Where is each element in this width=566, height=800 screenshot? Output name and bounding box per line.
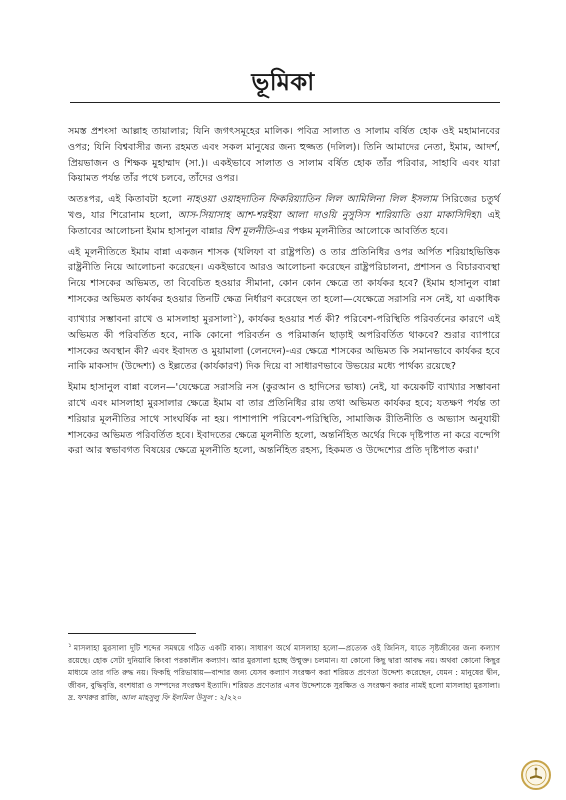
paragraph-3-text-b: ), কার্যকর হওয়ার শর্ত কী? পরিবেশ-পরিস্থিতি পরিবর্তনের কারণে এই অভিমত কী পরিবর্তিত হবে, নাকি কোনো পরিবর্তন ও পরিমার্জন ছাড়াই অপরিবর্তিত থাকবে? শুরার ব্যাপারে শাসকের অবস্থান কী? এবং ইবাদত ও মুয়ামালা (লেনদেন)-এর ক্ষেত্রে শাসকের অভিমত কি সমানভাবে কার্যকর হবে নাকি মাকসাদ (উদ্দেশ্য) ও ইল্লতের (কার্যকারণ) দিক দিয়ে বা সাধারণভাবে উভয়ের মধ্যে পার্থক্য রয়েছে?	[68, 313, 500, 373]
main-text	[68, 124, 500, 464]
paragraph-3-text-a: এই মূলনীতিতে ইমাম বান্না একজন শাসক (খলিফা বা রাষ্ট্রপতি) ও তার প্রতিনিধির ওপর অর্পিত শরিয়াহভিত্তিক রাষ্ট্রনীতি নিয়ে আলোচনা করেছেন। একইভাবে আরও আলোচনা করেছেন রাষ্ট্রপরিচালনা, প্রশাসন ও বিচারব্যবস্থা নিয়ে শাসকের অভিমত, তা বিবেচিত হওয়ার সীমানা, কোন কোন ক্ষেত্রে তা কার্যকর হবে? (ইমাম হাসানুল বান্না শাসকের অভিমত কার্যকর হওয়ার তিনটি ক্ষেত্র নির্ধারণ করেছেন তা হলো—যেক্ষেত্রে সরাসরি নস নেই, যা একাধিক ব্যাখ্যার সম্ভাবনা রাখে ও মাসলাহা মুরসালা	[68, 246, 500, 325]
reference-title: আল মাহসুলু ফি ইলমিল উসুল	[121, 693, 213, 703]
book-title: আস-সিয়াসাহ আশ-শরইয়া আলা দাওয়ি নুসুসিস শারিয়াতি ওয়া মাকাসিদিহা	[177, 209, 479, 221]
footnote	[68, 640, 500, 705]
footnote-ref[interactable]: ১	[232, 310, 238, 320]
paragraph-3	[68, 245, 500, 376]
paragraph-1-text: সমস্ত প্রশংসা আল্লাহ তায়ালার; যিনি জগৎসমূহের মালিক। পবিত্র সালাত ও সালাম বর্ষিত হোক ওই মহামানবের ওপর; যিনি বিশ্ববাসীর জন্য রহমত এবং সকল মানুষের জন্য হুজ্জত (দলিল)। তিনি আমাদের নেতা, ইমাম, আদর্শ, প্রিয়ভাজন ও শিক্ষক মুহাম্মাদ (সা.)। একইভাবে সালাত ও সালাম বর্ষিত হোক তাঁর পরিবার, সাহাবি এবং যারা কিয়ামত পর্যন্ত তাঁর পথে চলবে, তাঁদের ওপর।	[68, 126, 500, 185]
paragraph-4	[68, 380, 500, 459]
paragraph-2-text-d: -এর পঞ্চম মূলনীতির আলোকে আবর্তিত হবে।	[273, 225, 448, 237]
footnote-divider	[68, 633, 196, 634]
footnote-text-b: : ২/২২০	[212, 693, 242, 703]
paragraph-2	[68, 192, 500, 239]
series-title: নাহওয়া ওয়াহদাতিন ফিকরিয়্যাতিন লিল আমিলিনা লিল ইসলাম	[186, 194, 438, 206]
publisher-logo	[521, 760, 551, 790]
paragraph-2-text-b: সিরিজের চতুর্থ খণ্ড, যার শিরোনাম হলো,	[68, 194, 501, 221]
paragraph-1	[68, 124, 500, 187]
title-divider	[70, 102, 500, 103]
paragraph-2-text-c: । এই কিতাবের আলোচনা ইমাম হাসানুল বান্নার	[68, 209, 500, 237]
footnote-text	[68, 640, 500, 705]
paragraph-4-text: ইমাম হাসানুল বান্না বলেন—'যেক্ষেত্রে সরাসরি নস (কুরআন ও হাদিসের ভাষ্য) নেই, যা কয়েকটি ব্যাখ্যার সম্ভাবনা রাখে এবং মাসলাহা মুরসালার ক্ষেত্রে ইমাম বা তার প্রতিনিধির রায় তথা অভিমত কার্যকর হবে; যতক্ষণ পর্যন্ত তা শরিয়ার মূলনীতির সাথে সাংঘর্ষিক না হয়। পাশাপাশি পরিবেশ-পরিস্থিতি, সামাজিক রীতিনীতি ও অভ্যাস অনুযায়ী শাসকের অভিমত পরিবর্তিত হবে। ইবাদতের ক্ষেত্রে মূলনীতি হলো, অন্তর্নিহিত অর্থের দিকে দৃষ্টিপাত না করে বন্দেগি করা আর স্বভাবগত বিষয়ের ক্ষেত্রে মূলনীতি হলো, অন্তর্নিহিত রহস্য, হিকমত ও উদ্দেশ্যের প্রতি দৃষ্টিপাত করা।'	[68, 382, 500, 457]
page-title: ভূমিকা	[251, 68, 315, 97]
paragraph-2-text-a: অতঃপর, এই কিতাবটা হলো	[68, 194, 187, 206]
footnote-text-a: মাসলাহা মুরসালা দুটি শব্দের সমন্বয়ে গঠিত একটি বাক্য। সাধারণ অর্থে মাসলাহা হলো—প্রত্যেক ওই জিনিস, যাতে সৃষ্টজীবের জন্য কল্যাণ রয়েছে। হোক সেটা দুনিয়াবি কিংবা পরকালীন কল্যাণ। আর মুরসালা হচ্ছে উন্মুক্ত। চলমান। যা কোনো কিছু দ্বারা আবদ্ধ নয়। অথবা কোনো কিছুর মাধ্যমে তার গতি রুদ্ধ নয়। ফিকহি পরিভাষায়—বান্দার জন্য যেসব কল্যাণ সংরক্ষণ করা শরিয়ত প্রণেতা উদ্দেশ্য করেছেন, যেমন : মানুষের দ্বীন, জীবন, বুদ্ধিবৃত্তি, বংশধারা ও সম্পদের সংরক্ষণ ইত্যাদি। শরিয়ত প্রণেতার এসব উদ্দেশ্যকে সুরক্ষিত ও সংরক্ষণ করার নামই হলো মাসলাহা মুরসালা। দ্র. ফখরুর রাজি,	[68, 643, 500, 703]
principles-title: বিশ মূলনীতি	[225, 225, 274, 237]
book-icon	[523, 762, 549, 788]
footnote-marker: ১	[68, 642, 72, 649]
